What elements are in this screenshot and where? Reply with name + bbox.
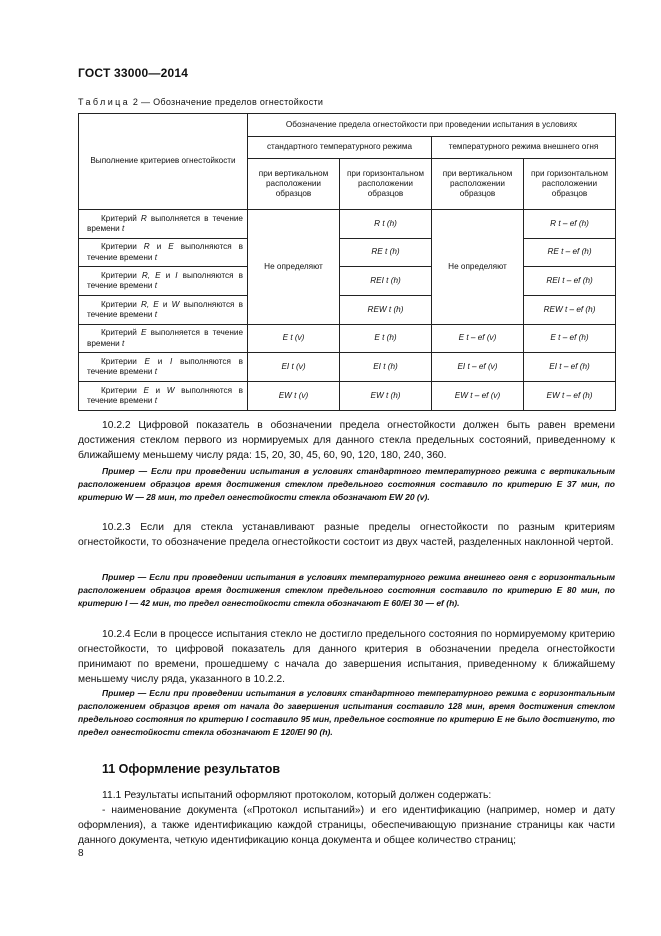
table-caption-label: Таблица <box>78 97 131 107</box>
value-standard-horizontal: E t (h) <box>340 324 432 353</box>
value-standard-horizontal: REW t (h) <box>340 296 432 325</box>
value-standard-horizontal: EI t (h) <box>340 353 432 382</box>
fire-resistance-table <box>78 113 616 411</box>
table-row <box>79 210 616 239</box>
value-external-horizontal: EI t – ef (h) <box>524 353 616 382</box>
value-standard-horizontal: EW t (h) <box>340 382 432 411</box>
criterion-cell: Критерии R и E выполняются в течение времени t <box>79 238 248 267</box>
value-external-horizontal: RE t – ef (h) <box>524 238 616 267</box>
not-determined-external: Не определяют <box>432 210 524 325</box>
value-standard-horizontal: RE t (h) <box>340 238 432 267</box>
orient-vertical-standard: при вертикальном расположении образцов <box>248 159 340 210</box>
regime-standard-header: стандартного температурного режима <box>248 137 432 159</box>
value-external-vertical: EI t – ef (v) <box>432 353 524 382</box>
orient-vertical-external: при вертикальном расположении образцов <box>432 159 524 210</box>
paragraph-10-2-4: 10.2.4 Если в процессе испытания стекло не достигло предельного состояния по нормируемому критерию огнестойкости, то цифровой показатель для данного критерия в обозначении предела огнестойкости принимают по времени, прошедшему с начала до завершения испытания, приведенному к ближайшему меньшему числу ряда, указанного в 10.2.2. <box>78 629 615 685</box>
table-caption <box>78 97 323 107</box>
criterion-cell: Критерии R, E и I выполняются в течение времени t <box>79 267 248 296</box>
table-row <box>79 267 616 296</box>
orient-horizontal-standard: при горизонтальном расположении образцов <box>340 159 432 210</box>
paragraph-10-2-2: 10.2.2 Цифровой показатель в обозначении предела огнестойкости должен быть равен времени достижения стеклом первого из нормируемых для данного стекла предельных состояний, приведенному к ближайшему меньшему числу ряда: 15, 20, 30, 45, 60, 90, 120, 180, 240, 360. <box>78 420 615 461</box>
group-header: Обозначение предела огнестойкости при проведении испытания в условиях <box>248 114 616 137</box>
criterion-cell: Критерий R выполняется в течение времени t <box>79 210 248 239</box>
regime-external-header: температурного режима внешнего огня <box>432 137 616 159</box>
criterion-cell: Критерий E выполняется в течение времени t <box>79 324 248 353</box>
not-determined-standard: Не определяют <box>248 210 340 325</box>
value-standard-vertical: EI t (v) <box>248 353 340 382</box>
stub-header: Выполнение критериев огнестойкости <box>79 114 248 210</box>
orient-horizontal-external: при горизонтальном расположении образцов <box>524 159 616 210</box>
example-1: Пример — Если при проведении испытания в условиях стандартного температурного режима с вертикальным расположением образцов время достижения стеклом предельного состояния составило по критерию E 37 мин, по критерию W — 28 мин, то предел огнестойкости стекла обозначают EW 20 (v). <box>78 466 615 502</box>
example-3: Пример — Если при проведении испытания в условиях стандартного температурного режима с горизонтальным расположением образцов время от начала до завершения испытания составило 128 мин, время достижения стеклом предельного состояния по критерию I составило 95 мин, предельное состояние по критерию E не было достигнуто, то предел огнестойкости стекла обозначают E 120/EI 90 (h). <box>78 688 615 737</box>
value-external-horizontal: REI t – ef (h) <box>524 267 616 296</box>
document-header: ГОСТ 33000—2014 <box>78 66 189 80</box>
value-standard-horizontal: REI t (h) <box>340 267 432 296</box>
value-external-horizontal: E t – ef (h) <box>524 324 616 353</box>
table-row <box>79 238 616 267</box>
list-item: - наименование документа («Протокол испытаний») и его идентификацию (например, номер и дату оформления), а также идентификацию каждой страницы, обеспечивающую признание страницы как части данного документа, четкую идентификацию конца документа и общее количество страниц; <box>78 805 615 846</box>
criterion-cell: Критерии E и I выполняются в течение времени t <box>79 353 248 382</box>
criterion-cell: Критерии E и W выполняются в течение времени t <box>79 382 248 411</box>
example-2: Пример — Если при проведении испытания в условиях температурного режима внешнего огня с горизонтальным расположением образцов время достижения стеклом предельного состояния составило по критерию E 80 мин, по критерию I — 42 мин, то предел огнестойкости стекла обозначают E 60/EI 30 — ef (h). <box>78 572 615 608</box>
value-external-horizontal: REW t – ef (h) <box>524 296 616 325</box>
value-external-horizontal: EW t – ef (h) <box>524 382 616 411</box>
page-number: 8 <box>78 848 84 859</box>
section-heading: 11 Оформление результатов <box>102 762 281 776</box>
table-row <box>79 296 616 325</box>
paragraph-10-2-3: 10.2.3 Если для стекла устанавливают разные пределы огнестойкости по разным критериям огнестойкости, то обозначение предела огнестойкости состоит из двух частей, разделенных наклонной чертой. <box>78 522 615 548</box>
paragraph-11-1: 11.1 Результаты испытаний оформляют протоколом, который должен содержать: <box>102 790 492 801</box>
value-external-vertical: E t – ef (v) <box>432 324 524 353</box>
table-caption-title: 2 — Обозначение пределов огнестойкости <box>130 97 324 107</box>
value-external-vertical: EW t – ef (v) <box>432 382 524 411</box>
table-row <box>79 353 616 382</box>
value-external-horizontal: R t – ef (h) <box>524 210 616 239</box>
table-row <box>79 382 616 411</box>
value-standard-vertical: E t (v) <box>248 324 340 353</box>
criterion-cell: Критерии R, E и W выполняются в течение времени t <box>79 296 248 325</box>
table-row <box>79 324 616 353</box>
value-standard-horizontal: R t (h) <box>340 210 432 239</box>
value-standard-vertical: EW t (v) <box>248 382 340 411</box>
